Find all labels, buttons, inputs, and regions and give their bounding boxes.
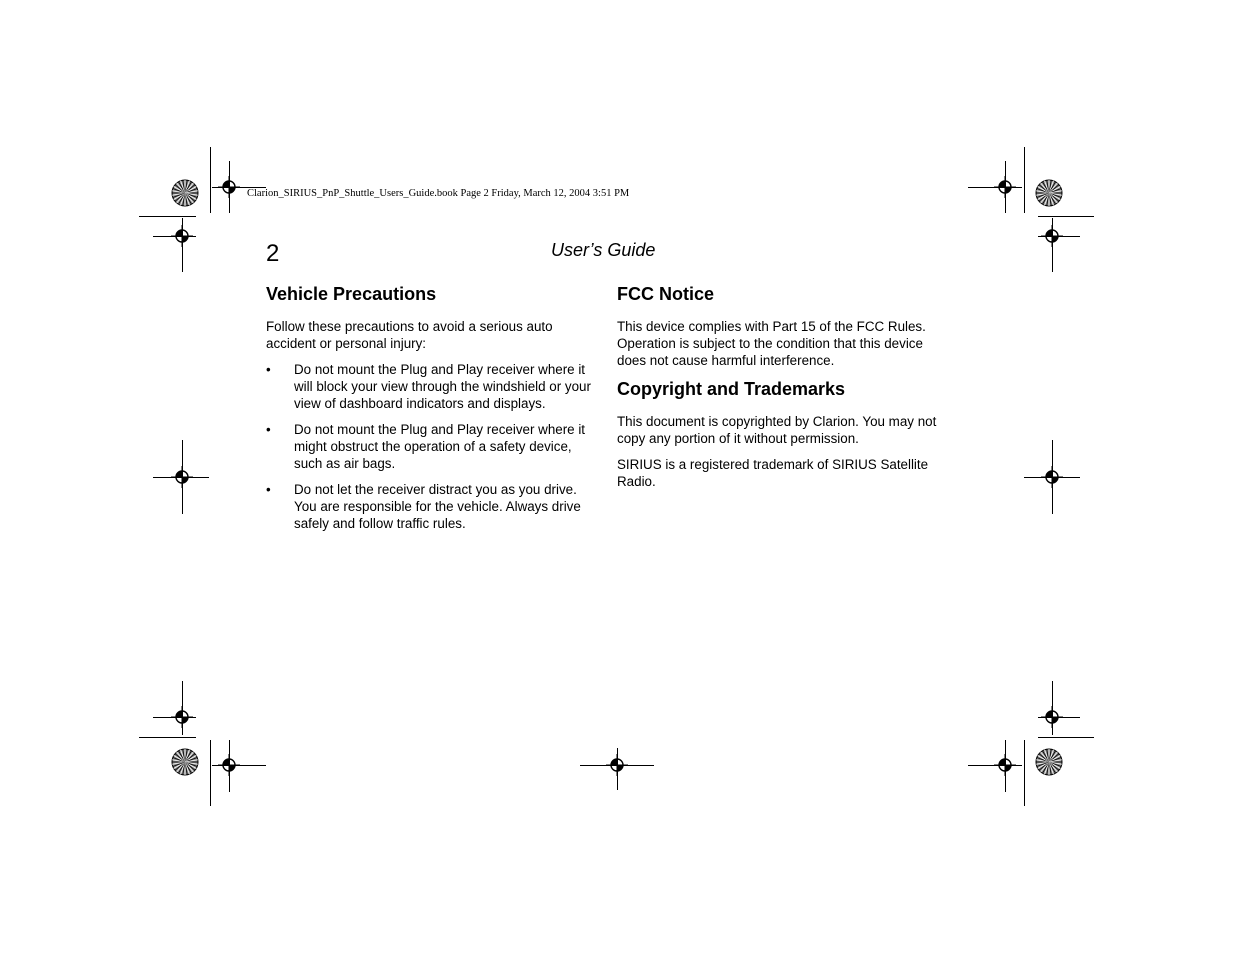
trademark-text: SIRIUS is a registered trademark of SIRIUS Satellite Radio. bbox=[617, 457, 929, 489]
bullet-icon: • bbox=[266, 362, 271, 377]
right-column bbox=[617, 283, 947, 499]
registration-target-icon bbox=[994, 754, 1016, 776]
page-number: 2 bbox=[266, 240, 280, 267]
registration-target-icon bbox=[171, 225, 193, 247]
registration-target-icon bbox=[1041, 706, 1063, 728]
star-target-icon bbox=[1035, 179, 1063, 207]
crop-mark bbox=[1024, 740, 1025, 806]
precautions-list bbox=[266, 361, 596, 532]
list-item bbox=[266, 481, 596, 532]
registration-target-icon bbox=[218, 176, 240, 198]
registration-target-icon bbox=[1041, 466, 1063, 488]
fcc-notice-heading: FCC Notice bbox=[617, 284, 715, 304]
crop-mark bbox=[1038, 216, 1094, 217]
list-item-text: Do not let the receiver distract you as you drive. You are responsible for the vehicle. Always drive safely and follow traffic rules. bbox=[294, 482, 581, 531]
list-item-text: Do not mount the Plug and Play receiver where it might obstruct the operation of a safety device, such as air bags. bbox=[294, 422, 586, 471]
fcc-notice-text: This device complies with Part 15 of the FCC Rules. Operation is subject to the condition that this device does not cause harmful interference. bbox=[617, 319, 926, 368]
vehicle-precautions-heading: Vehicle Precautions bbox=[266, 284, 437, 304]
crop-mark bbox=[210, 147, 211, 213]
precautions-intro: Follow these precautions to avoid a serious auto accident or personal injury: bbox=[266, 319, 553, 351]
crop-mark bbox=[139, 216, 196, 217]
crop-mark bbox=[139, 737, 196, 738]
registration-target-icon bbox=[171, 466, 193, 488]
crop-mark bbox=[1038, 737, 1094, 738]
running-title: User’s Guide bbox=[551, 240, 656, 260]
star-target-icon bbox=[171, 179, 199, 207]
bullet-icon: • bbox=[266, 482, 271, 497]
registration-target-icon bbox=[1041, 225, 1063, 247]
crop-mark bbox=[210, 740, 211, 806]
copyright-heading: Copyright and Trademarks bbox=[617, 379, 846, 399]
list-item-text: Do not mount the Plug and Play receiver where it will block your view through the windshield or your view of dashboard indicators and displays. bbox=[294, 362, 591, 411]
registration-target-icon bbox=[171, 706, 193, 728]
registration-target-icon bbox=[994, 176, 1016, 198]
copyright-text: This document is copyrighted by Clarion. You may not copy any portion of it without permission. bbox=[617, 414, 937, 446]
list-item bbox=[266, 361, 596, 412]
star-target-icon bbox=[171, 748, 199, 776]
left-column bbox=[266, 283, 596, 541]
crop-mark bbox=[1024, 147, 1025, 213]
registration-target-icon bbox=[606, 754, 628, 776]
book-slug-line: Clarion_SIRIUS_PnP_Shuttle_Users_Guide.book Page 2 Friday, March 12, 2004 3:51 PM bbox=[247, 188, 630, 199]
registration-target-icon bbox=[218, 754, 240, 776]
star-target-icon bbox=[1035, 748, 1063, 776]
bullet-icon: • bbox=[266, 422, 271, 437]
list-item bbox=[266, 421, 596, 472]
